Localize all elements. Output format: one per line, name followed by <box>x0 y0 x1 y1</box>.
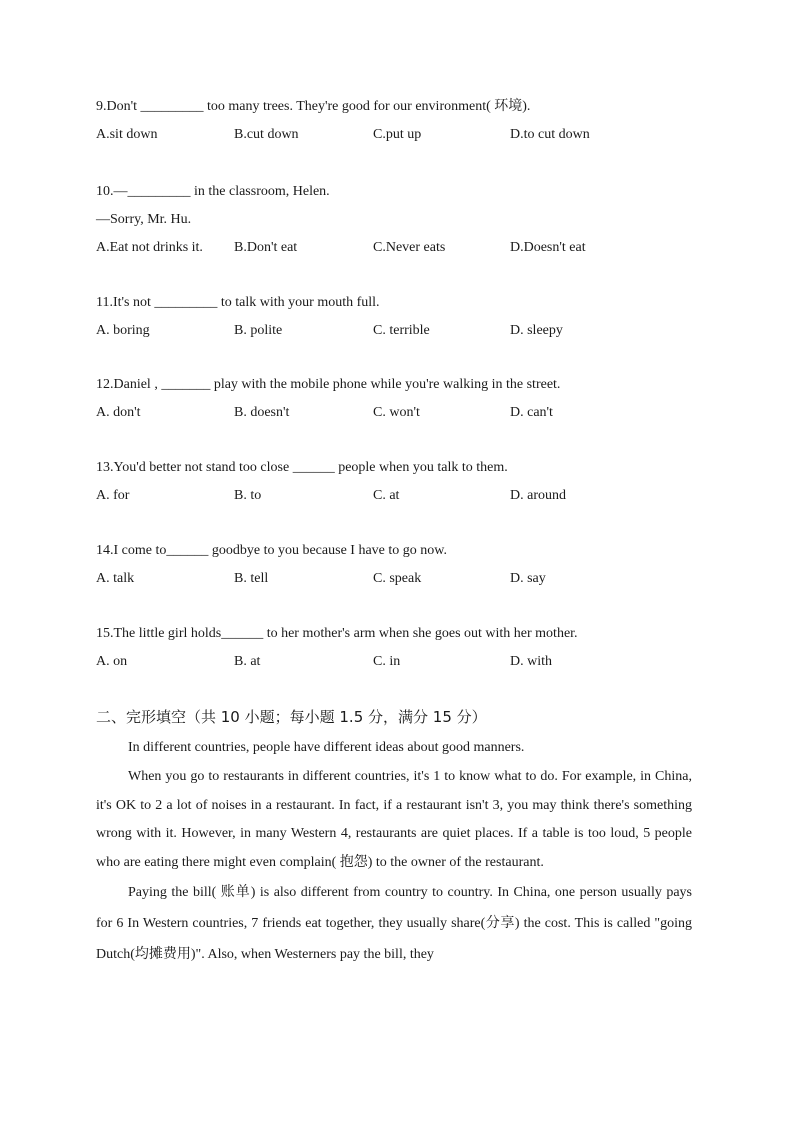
options-row <box>96 569 716 589</box>
option-d: D. can't <box>510 405 553 420</box>
option-a: A. on <box>96 654 128 669</box>
option-b: B. tell <box>234 571 269 586</box>
question-stem-line-1: 10.—_________ in the classroom, Helen. <box>96 184 330 199</box>
section-heading: 二、完形填空（共 10 小题；每小题 1.5 分，满分 15 分） <box>96 708 487 726</box>
option-c: C. terrible <box>373 323 430 338</box>
options-row <box>96 238 716 258</box>
option-b: B.Don't eat <box>234 240 298 255</box>
question-stem: 13.You'd better not stand too close ______ people when you talk to them. <box>96 460 508 475</box>
question-stem-line-2: —Sorry, Mr. Hu. <box>96 212 192 227</box>
option-a: A.sit down <box>96 127 158 142</box>
question-11 <box>96 293 716 341</box>
option-c: C. at <box>373 488 400 503</box>
option-c: C.Never eats <box>373 240 446 255</box>
option-a: A.Eat not drinks it. <box>96 240 203 255</box>
option-b: B.cut down <box>234 127 299 142</box>
option-b: B. at <box>234 654 261 669</box>
question-stem <box>96 182 716 230</box>
option-a: A. talk <box>96 571 135 586</box>
question-9 <box>96 97 716 145</box>
passage-paragraph-3: Paying the bill( 账单) is also different from country to country. In China, one person usually pays for 6 In Western countries, 7 friends eat together, they usually share(分享) the cost. This is called "going Dutch(均摊费用)". Also, when Westerners pay the bill, they <box>96 885 692 962</box>
option-d: D. say <box>510 571 546 586</box>
question-15 <box>96 624 716 672</box>
question-13 <box>96 458 716 506</box>
options-row <box>96 652 716 672</box>
passage-paragraph-2: When you go to restaurants in different countries, it's 1 to know what to do. For example, in China, it's OK to 2 a lot of noises in a restaurant. In fact, if a restaurant isn't 3, you may think there's something wrong with it. However, in many Western 4, restaurants are quiet places. If a table is too loud, 5 people who are eating there might even complain( 抱怨) to the owner of the restaurant. <box>96 769 692 870</box>
question-stem: 9.Don't _________ too many trees. They're good for our environment( 环境). <box>96 99 531 114</box>
option-d: D.to cut down <box>510 127 590 142</box>
option-c: C. speak <box>373 571 422 586</box>
question-14 <box>96 541 716 589</box>
passage-paragraph-1: In different countries, people have different ideas about good manners. <box>128 740 525 755</box>
question-12 <box>96 375 716 423</box>
option-d: D. with <box>510 654 552 669</box>
question-stem: 12.Daniel , _______ play with the mobile phone while you're walking in the street. <box>96 377 561 392</box>
cloze-passage <box>96 737 692 970</box>
option-d: D. sleepy <box>510 323 563 338</box>
question-stem: 11.It's not _________ to talk with your mouth full. <box>96 295 380 310</box>
question-stem: 14.I come to______ goodbye to you because I have to go now. <box>96 543 447 558</box>
option-c: C.put up <box>373 127 422 142</box>
options-row <box>96 486 716 506</box>
options-row <box>96 125 716 145</box>
option-a: A. don't <box>96 405 141 420</box>
options-row <box>96 321 716 341</box>
option-b: B. polite <box>234 323 283 338</box>
option-a: A. boring <box>96 323 150 338</box>
options-row <box>96 403 716 423</box>
option-c: C. in <box>373 654 401 669</box>
option-b: B. doesn't <box>234 405 290 420</box>
option-d: D. around <box>510 488 566 503</box>
option-b: B. to <box>234 488 262 503</box>
option-d: D.Doesn't eat <box>510 240 586 255</box>
option-a: A. for <box>96 488 130 503</box>
question-10 <box>96 182 716 258</box>
option-c: C. won't <box>373 405 420 420</box>
question-stem: 15.The little girl holds______ to her mother's arm when she goes out with her mother. <box>96 626 578 641</box>
